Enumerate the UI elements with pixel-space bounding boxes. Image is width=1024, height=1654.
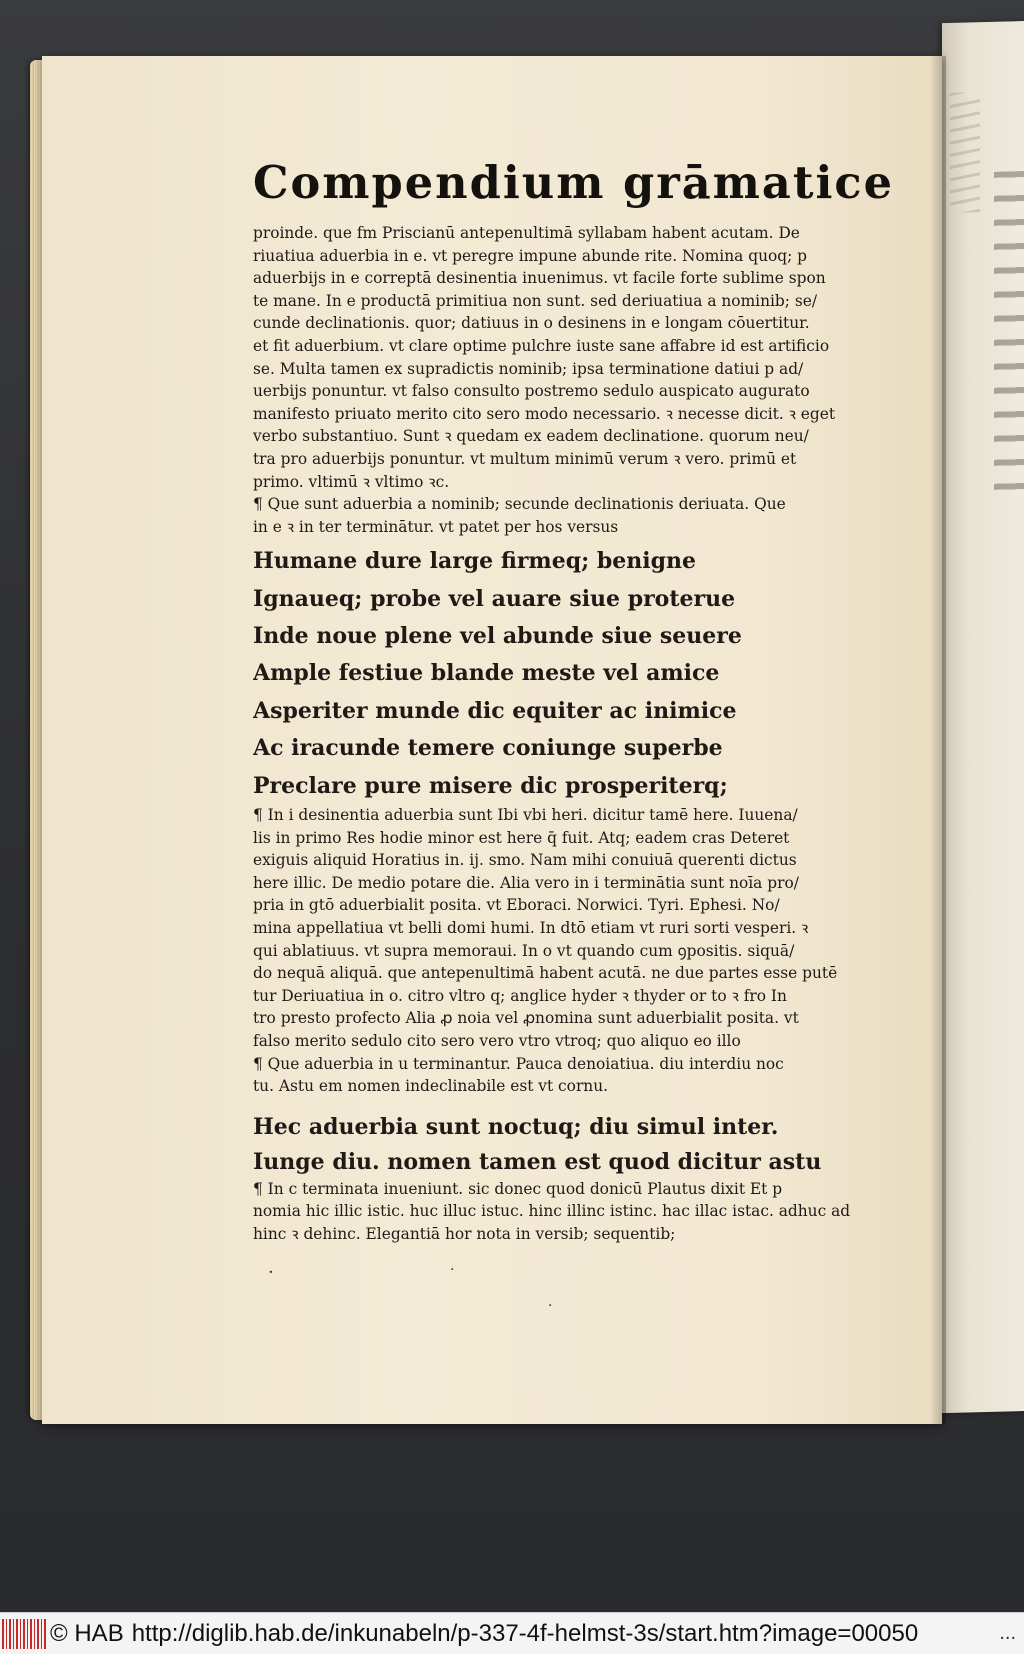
text-line: here illic. De medio potare die. Alia vero in i terminātia sunt noīa pro/ (253, 873, 799, 892)
source-url-link[interactable]: http://diglib.hab.de/inkunabeln/p-337-4f-helmst-3s/start.htm?image=00050 (131, 1619, 919, 1647)
prose-section-1 (253, 222, 885, 538)
page-title: Compendium grāmatice (253, 156, 894, 209)
stray-ink-mark: · (548, 1298, 553, 1314)
text-line: cunde declinationis. quor; datiuus in o desinens in e longam cōuertitur. (253, 314, 810, 333)
prose-section-2 (253, 804, 885, 1098)
text-line: proinde. que fm Priscianū antepenultimā syllabam habent acutam. De (253, 224, 800, 242)
verse-line: Iunge diu. nomen tamen est quod dicitur astu (253, 1148, 822, 1175)
verse-section-2 (253, 1108, 885, 1178)
text-line: tro presto profecto Alia ꝓ noia vel ꝓnomina sunt aduerbialit posita. vt (253, 1009, 799, 1028)
text-line: qui ablatiuus. vt supra memoraui. In o vt quando cum ꝯpositis. siquā/ (253, 941, 795, 960)
verse-line: Humane dure large firmeq; benigne (253, 548, 696, 575)
verse-line: Ac iracunde temere coniunge superbe (253, 735, 723, 762)
bleed-through-text (994, 171, 1024, 502)
facing-page (942, 21, 1024, 1413)
bleed-through-text (950, 92, 980, 213)
text-line: verbo substantiuo. Sunt ꝛ quedam ex eadem declinatione. quorum neu/ (253, 427, 809, 446)
stray-ink-mark: · (450, 1262, 455, 1278)
text-line: riuatiua aduerbia in e. vt peregre impune abunde rite. Nomina quoq; p (253, 246, 808, 265)
text-line: nomia hic illic istic. huc illuc istuc. hinc illinc istinc. hac illac istac. adhuc ad (253, 1202, 851, 1221)
prose-section-3 (253, 1178, 885, 1246)
text-line: ¶ In i desinentia aduerbia sunt Ibi vbi heri. dicitur tamē here. Iuuena/ (253, 806, 798, 825)
footer-bar (0, 1612, 1024, 1654)
verse-line: Ample festiue blande meste vel amice (253, 660, 720, 687)
gutter-shadow (930, 56, 946, 1424)
text-line: uerbijs ponuntur. vt falso consulto postremo sedulo auspicato augurato (253, 382, 810, 401)
text-line: lis in primo Res hodie minor est here q̄ fuit. Atq; eadem cras Deteret (253, 828, 790, 847)
text-line: exiguis aliquid Horatius in. ij. smo. Nam mihi conuiuā querenti dictus (253, 851, 797, 870)
text-line: do nequā aliquā. que antepenultimā habent acutā. ne due partes esse putē (253, 964, 838, 983)
text-line: manifesto priuato merito cito sero modo necessario. ꝛ necesse dicit. ꝛ eget (253, 404, 836, 423)
text-line: tu. Astu em nomen indeclinabile est vt cornu. (253, 1077, 609, 1096)
text-line: te mane. In e productā primitiua non sunt. sed deriuatiua a nominib; se/ (253, 291, 818, 310)
hab-barcode-icon (2, 1619, 46, 1649)
text-line: hinc ꝛ dehinc. Elegantiā hor nota in versib; sequentib; (253, 1224, 676, 1243)
text-line: ¶ Que aduerbia in u terminantur. Pauca denoiatiua. diu interdiu noc (253, 1054, 784, 1073)
text-line: pria in gtō aduerbialit posita. vt Eboraci. Norwici. Tyri. Ephesi. No/ (253, 896, 780, 915)
text-line: ¶ In c terminata inueniunt. sic donec quod donicū Plautus dixit Et p (253, 1179, 783, 1198)
text-line: mina appellatiua vt belli domi humi. In dtō etiam vt ruri sorti vesperi. ꝛ (253, 919, 809, 938)
printed-text-block (253, 150, 894, 1246)
more-options-icon[interactable]: ... (999, 1622, 1016, 1644)
stray-ink-mark: · (268, 1262, 274, 1283)
text-line: et fit aduerbium. vt clare optime pulchre iuste sane affabre id est artificio (253, 336, 830, 355)
text-line: tra pro aduerbijs ponuntur. vt multum minimū verum ꝛ vero. primū et (253, 449, 797, 468)
text-line: tur Deriuatiua in o. citro vltro q; anglice hyder ꝛ thyder or to ꝛ fro In (253, 986, 787, 1005)
text-line: se. Multa tamen ex supradictis nominib; ipsa terminatione datiui p ad/ (253, 359, 804, 378)
verse-line: Ignaueq; probe vel auare siue proterue (253, 585, 736, 612)
copyright-label: © HAB (50, 1619, 124, 1647)
text-line: in e ꝛ in ter terminātur. vt patet per hos versus (253, 517, 619, 536)
text-line: ¶ Que sunt aduerbia a nominib; secunde declinationis deriuata. Que (253, 495, 786, 514)
verse-line: Preclare pure misere dic prosperiterq; (253, 772, 728, 799)
verse-line: Inde noue plene vel abunde siue seuere (253, 623, 742, 650)
verse-line: Hec aduerbia sunt noctuq; diu simul inter. (253, 1113, 779, 1140)
text-line: aduerbijs in e correptā desinentia inuenimus. vt facile forte sublime spon (253, 269, 826, 288)
verse-line: Asperiter munde dic equiter ac inimice (253, 697, 737, 724)
text-line: primo. vltimū ꝛ vltimo ꝛc. (253, 472, 450, 491)
text-line: falso merito sedulo cito sero vero vtro vtroq; quo aliquo eo illo (253, 1031, 741, 1050)
verse-section-1 (253, 542, 885, 804)
